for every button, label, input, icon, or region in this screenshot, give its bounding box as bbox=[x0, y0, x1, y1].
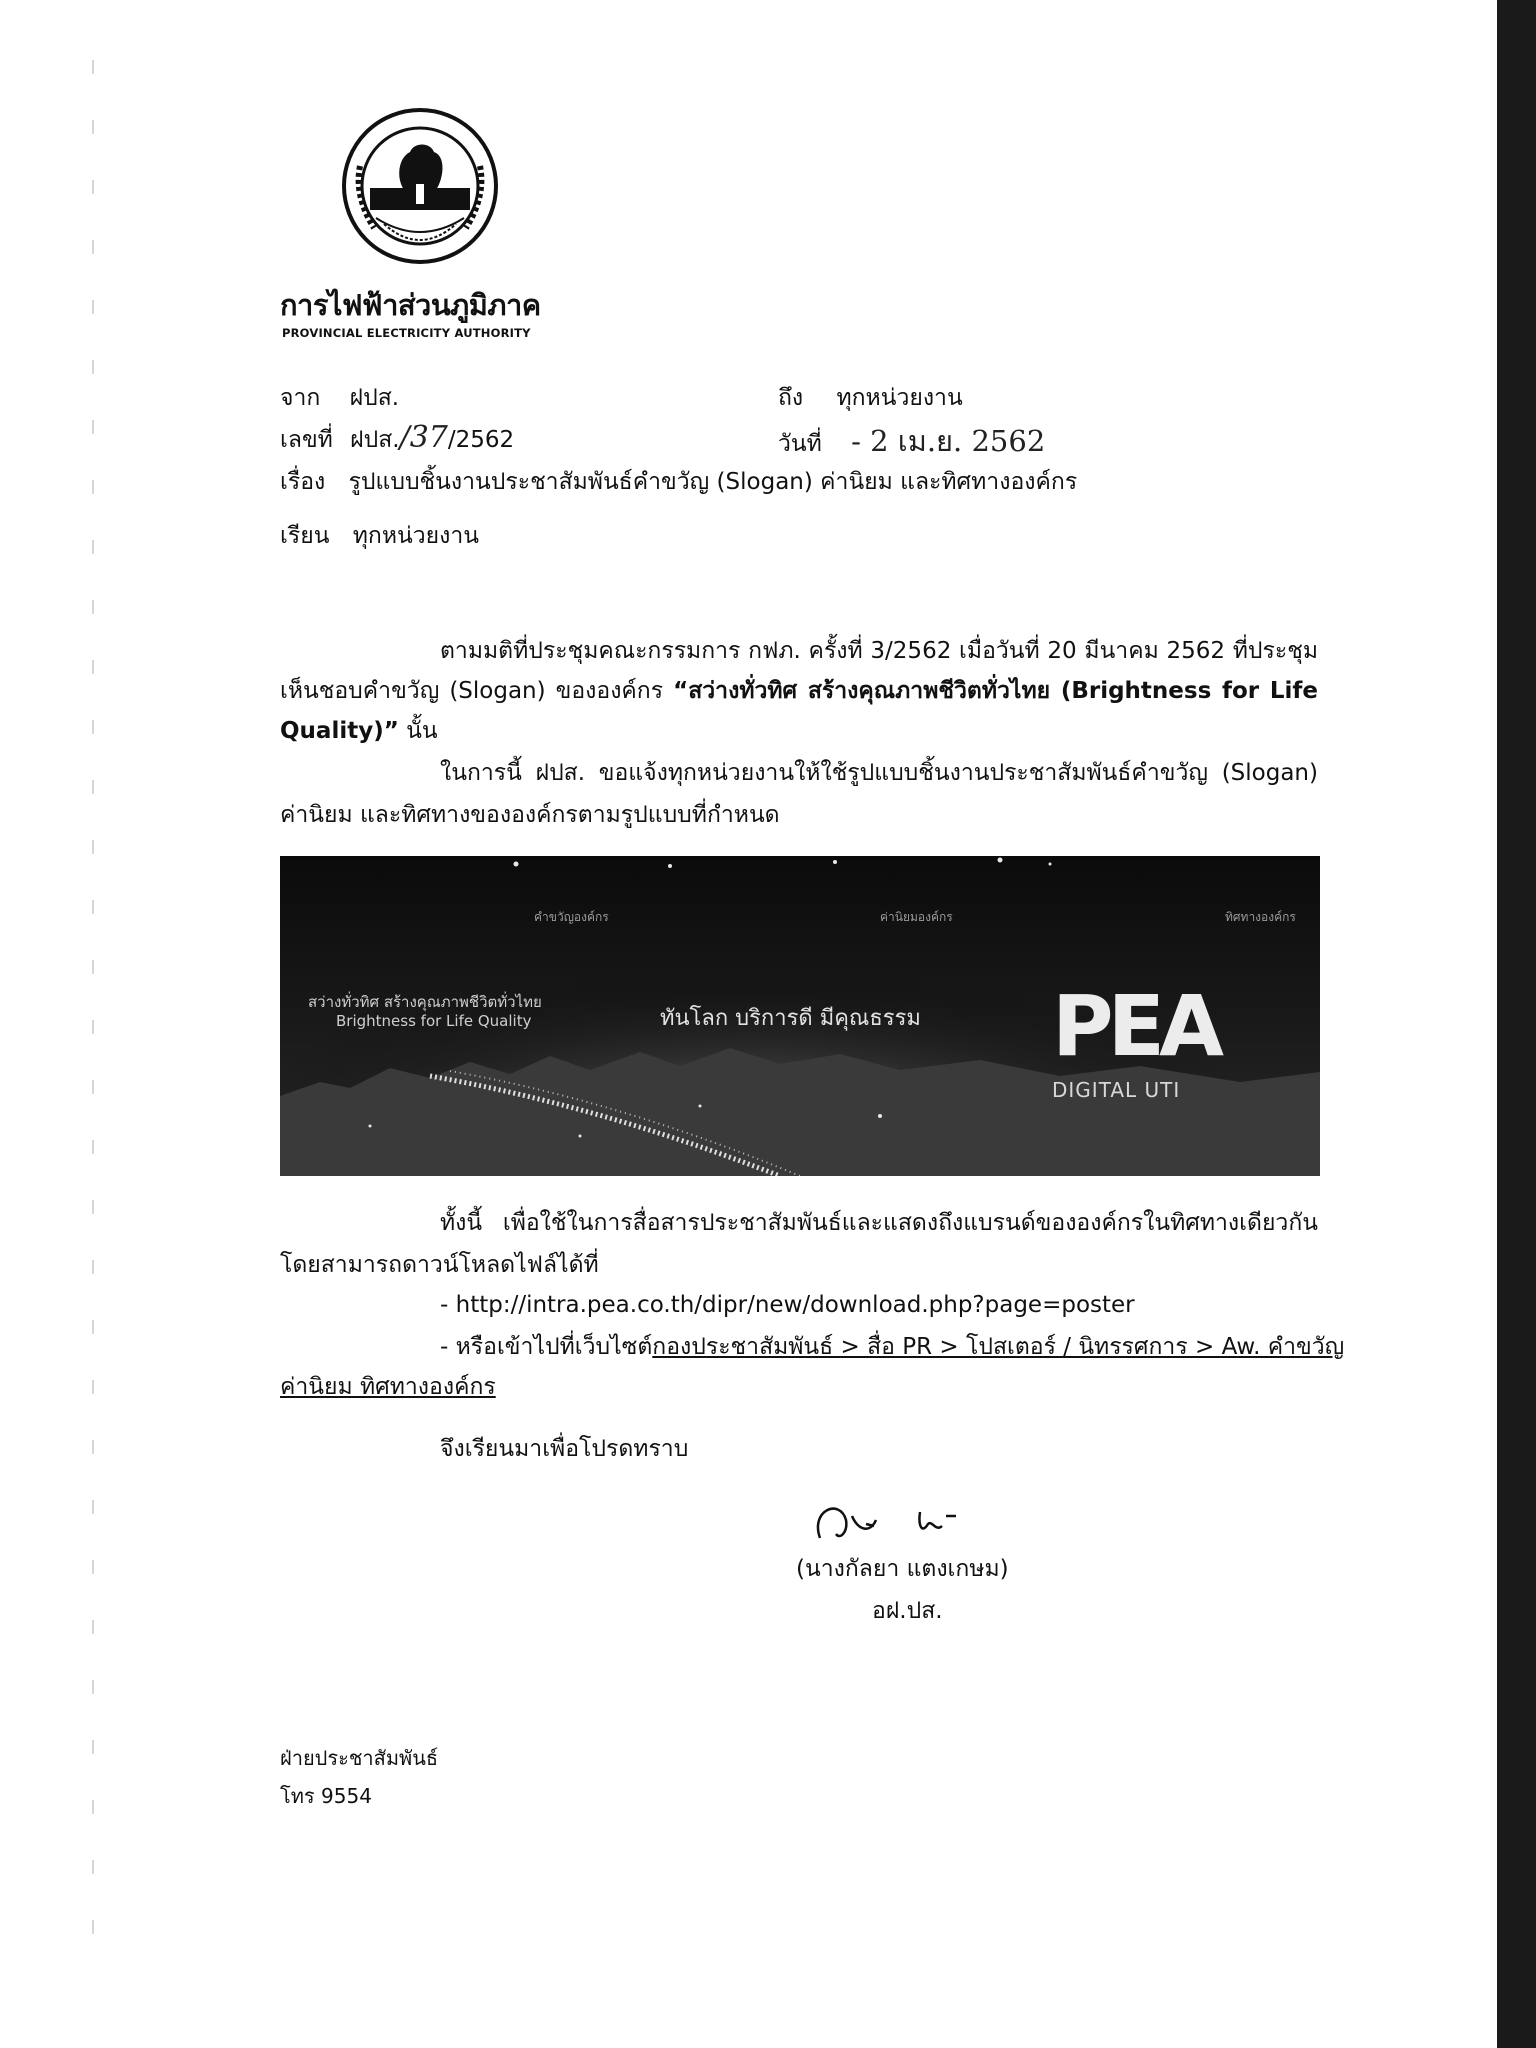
footer-department: ฝ่ายประชาสัมพันธ์ bbox=[280, 1746, 439, 1770]
org-name-english: PROVINCIAL ELECTRICITY AUTHORITY bbox=[282, 326, 531, 340]
paragraph-1-line-2 bbox=[280, 670, 1318, 712]
to-label: ถึง bbox=[778, 385, 804, 411]
attention-row bbox=[280, 518, 479, 554]
paragraph-1-line-1: ตามมติที่ประชุมคณะกรรมการ กฟภ. ครั้งที่ 3/2562 เมื่อวันที่ 20 มีนาคม 2562 ที่ประชุม bbox=[440, 638, 1318, 664]
paragraph-3-line-1: ทั้งนี้ เพื่อใช้ในการสื่อสารประชาสัมพันธ์และแสดงถึงแบรนด์ขององค์กรในทิศทางเดียวกัน bbox=[440, 1210, 1318, 1236]
paragraph-1-line-3-end: นั้น bbox=[398, 718, 438, 744]
to-value: ทุกหน่วยงาน bbox=[836, 385, 963, 411]
slogan-quote-end: Quality)” bbox=[280, 718, 399, 744]
closing-line: จึงเรียนมาเพื่อโปรดทราบ bbox=[440, 1436, 689, 1462]
subject-label: เรื่อง bbox=[280, 469, 326, 495]
paragraph-1-line-3 bbox=[280, 710, 438, 752]
to-row bbox=[778, 380, 963, 416]
number-label: เลขที่ bbox=[280, 427, 333, 453]
download-alt-prefix: - หรือเข้าไปที่เว็บไซต์ bbox=[440, 1334, 653, 1360]
banner-core-values: ทันโลก บริการดี มีคุณธรรม bbox=[660, 1006, 921, 1031]
paragraph-2-line-1: ในการนี้ ฝปส. ขอแจ้งทุกหน่วยงานให้ใช้รูปแบบชิ้นงานประชาสัมพันธ์คำขวัญ (Slogan) bbox=[440, 760, 1318, 786]
date-label: วันที่ bbox=[778, 431, 822, 457]
footer-phone: โทร 9554 bbox=[280, 1784, 372, 1808]
banner-label-slogan: คำขวัญองค์กร bbox=[534, 910, 609, 924]
banner-digital-utility-text: DIGITAL UTI bbox=[1052, 1078, 1181, 1102]
handwritten-signature bbox=[800, 1490, 990, 1550]
paragraph-3-line-2: โดยสามารถดาวน์โหลดไฟล์ได้ที่ bbox=[280, 1252, 599, 1278]
scan-edge-marks bbox=[92, 60, 94, 1960]
from-label: จาก bbox=[280, 385, 321, 411]
paragraph-2-line-2: ค่านิยม และทิศทางขององค์กรตามรูปแบบที่กำหนด bbox=[280, 802, 780, 828]
number-prefix: ฝปส. bbox=[350, 427, 400, 453]
subject-row bbox=[280, 464, 1077, 500]
org-name-thai: การไฟฟ้าส่วนภูมิภาค bbox=[280, 288, 541, 322]
date-row bbox=[778, 418, 1045, 464]
number-row bbox=[280, 420, 514, 458]
banner-label-direction: ทิศทางองค์กร bbox=[1225, 910, 1296, 924]
website-path-link[interactable]: กองประชาสัมพันธ์ > สื่อ PR > โปสเตอร์ / นิทรรศการ > Aw. คำขวัญ bbox=[652, 1334, 1345, 1360]
banner-label-values: ค่านิยมองค์กร bbox=[880, 910, 953, 924]
attention-label: เรียน bbox=[280, 523, 330, 549]
attention-value: ทุกหน่วยงาน bbox=[352, 523, 479, 549]
signatory-name: (นางกัลยา แตงเกษม) bbox=[796, 1556, 1009, 1582]
paragraph-1-line-2-intro: เห็นชอบคำขวัญ (Slogan) ขององค์กร bbox=[280, 678, 674, 704]
banner-slogan-english: Brightness for Life Quality bbox=[336, 1012, 532, 1030]
banner-slogan-thai: สว่างทั่วทิศ สร้างคุณภาพชีวิตทั่วไทย bbox=[308, 993, 542, 1011]
subject-value: รูปแบบชิ้นงานประชาสัมพันธ์คำขวัญ (Slogan) ค่านิยม และทิศทางองค์กร bbox=[348, 469, 1078, 495]
banner-pea-logo-text: PEA bbox=[1052, 977, 1218, 1075]
download-link-url[interactable]: - http://intra.pea.co.th/dipr/new/download.php?page=poster bbox=[440, 1292, 1135, 1318]
slogan-quote-start: “สว่างทั่วทิศ สร้างคุณภาพชีวิตทั่วไทย (Brightness for Life bbox=[673, 678, 1318, 704]
pea-seal-logo bbox=[340, 106, 500, 266]
date-value: - 2 เม.ย. 2562 bbox=[851, 424, 1046, 458]
website-path-link-continued[interactable]: ค่านิยม ทิศทางองค์กร bbox=[280, 1374, 496, 1400]
from-value: ฝปส. bbox=[349, 385, 400, 411]
number-suffix: /2562 bbox=[447, 427, 515, 453]
slogan-banner-image bbox=[280, 856, 1320, 1176]
number-handwritten: /37 bbox=[399, 420, 448, 455]
download-alt-line-1 bbox=[440, 1326, 1344, 1368]
from-row bbox=[280, 380, 399, 416]
signatory-position: อฝ.ปส. bbox=[872, 1598, 943, 1624]
